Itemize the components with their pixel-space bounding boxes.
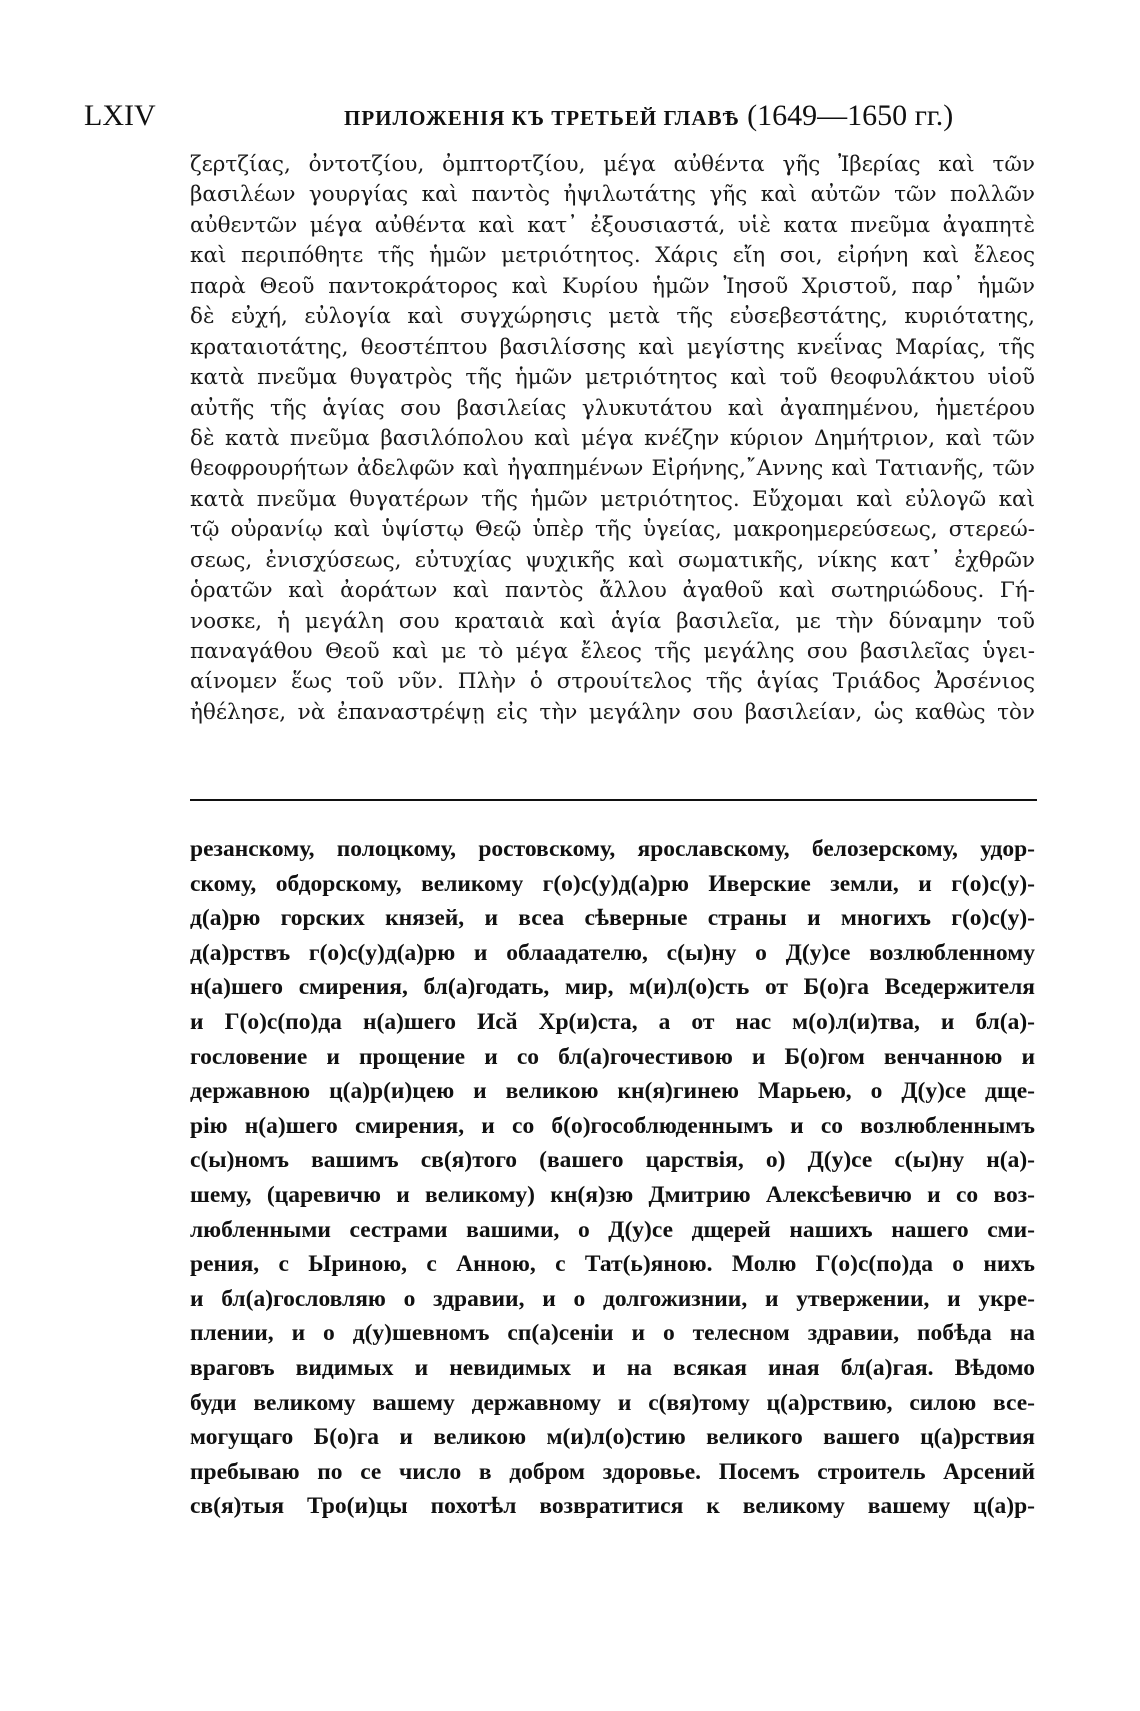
greek-line: αὐθεντῶν μέγα αὐθέντα καὶ κατ᾽ ἐξουσιαστά, υἱὲ κατα πνεῦμα ἀγαπητὲ bbox=[190, 212, 1035, 238]
greek-line: κατὰ πνεῦμα θυγατέρων τῆς ἡμῶν μετριότητος. Εὔχομαι καὶ εὐλογῶ καὶ bbox=[190, 486, 1035, 512]
greek-line: κατὰ πνεῦμα θυγατρὸς τῆς ἡμῶν μετριότητος καὶ τοῦ θεοφυλάκτου υἱοῦ bbox=[190, 365, 1035, 391]
russian-line: с(ы)номъ вашимъ св(я)того (вашего царствія, о) Д(у)се с(ы)ну н(а)- bbox=[190, 1147, 1035, 1174]
greek-line: δὲ κατὰ πνεῦμα βασιλόπολου καὶ μέγα κνέζην κύριον Δημήτριον, καὶ τῶν bbox=[190, 425, 1035, 451]
greek-line: ζερτζίας, ὀντοτζίου, ὀμπτορτζίου, μέγα αὐθέντα γῆς Ἰβερίας καὶ τῶν bbox=[190, 152, 1035, 177]
running-title bbox=[344, 96, 953, 138]
running-title-text: ПРИЛОЖЕНІЯ КЪ ТРЕТЬЕЙ ГЛАВѢ bbox=[344, 106, 740, 130]
russian-line: плении, и о д(у)шевномъ сп(а)сеніи и о телесном здравии, побѣда на bbox=[190, 1320, 1035, 1347]
russian-line: резанскому, полоцкому, ростовскому, ярославскому, белозерскому, удор- bbox=[190, 836, 1035, 862]
greek-line: αίνομεν ἕως τοῦ νῦν. Πλὴν ὁ στρουίτελος τῆς ἁγίας Τριάδος Ἀρσένιος bbox=[190, 669, 1035, 695]
page-number: LXIV bbox=[84, 99, 156, 132]
greek-line: βασιλέων γουργίας καὶ παντὸς ἠψιλωτάτης γῆς καὶ αὐτῶν τῶν πολλῶν bbox=[190, 182, 1035, 208]
russian-line: державною ц(а)р(и)цею и великою кн(я)гинею Марьею, о Д(у)се дще- bbox=[190, 1078, 1035, 1105]
greek-line: ὁρατῶν καὶ ἀοράτων καὶ παντὸς ἄλλου ἀγαθοῦ καὶ σωτηριώδους. Γή- bbox=[190, 578, 1035, 604]
russian-line: могущаго Б(о)га и великою м(и)л(о)стию великого вашего ц(а)рствия bbox=[190, 1424, 1035, 1451]
russian-line: любленными сестрами вашими, о Д(у)се дщерей нашихъ нашего сми- bbox=[190, 1216, 1035, 1243]
russian-line: св(я)тыя Тро(и)цы похотѣл возвратитися к великому вашему ц(а)р- bbox=[190, 1493, 1035, 1520]
russian-line: рения, с Ыриною, с Анною, с Тат(ь)яною. Молю Г(о)с(по)да о нихъ bbox=[190, 1251, 1035, 1278]
greek-line: τῷ οὐρανίῳ καὶ ὑψίστῳ Θεῷ ὑπὲρ τῆς ὑγείας, μακροημερεύσεως, στερεώ- bbox=[190, 517, 1035, 543]
russian-line: пребываю по се число в добром здоровье. Посемъ строитель Арсений bbox=[190, 1458, 1035, 1485]
russian-line: шему, (царевичю и великому) кн(я)зю Дмитрию Алексѣевичю и со воз- bbox=[190, 1181, 1035, 1208]
russian-line: скому, обдорскому, великому г(о)с(у)д(а)рю Иверские земли, и г(о)с(у)- bbox=[190, 870, 1035, 897]
greek-line: αὐτῆς τῆς ἁγίας σου βασιλείας γλυκυτάτου καὶ ἀγαπημένου, ἡμετέρου bbox=[190, 395, 1035, 421]
greek-line: σεως, ἐνισχύσεως, εὐτυχίας ψυχικῆς καὶ σωματικῆς, νίκης κατ᾽ ἐχθρῶν bbox=[190, 547, 1035, 573]
greek-line: θεοφρουρήτων ἀδελφῶν καὶ ἠγαπημένων Εἰρήνης,῎Αννης καὶ Τατιανῆς, τῶν bbox=[190, 456, 1035, 482]
russian-line: буди великому вашему державному и с(вя)тому ц(а)рствию, силою все- bbox=[190, 1389, 1035, 1416]
russian-line: н(а)шего смирения, бл(а)годать, мир, м(и)л(о)сть от Б(о)га Вседержителя bbox=[190, 974, 1035, 1001]
russian-line: д(а)рю горских князей, и всеа сѣверные страны и многихъ г(о)с(у)- bbox=[190, 905, 1035, 932]
russian-text-block bbox=[190, 832, 1035, 1524]
greek-line: ἠθέλησε, νὰ ἐπαναστρέψῃ εἰς τὴν μεγάλην σου βασιλείαν, ὡς καθὼς τὸν bbox=[190, 699, 1035, 725]
russian-line: и Г(о)с(по)да н(а)шего Исӑ Хр(и)ста, а от нас м(о)л(и)тва, и бл(а)- bbox=[190, 1008, 1035, 1035]
russian-line: и бл(а)гословляю о здравии, и о долгожизнии, и утвержении, и укре- bbox=[190, 1285, 1035, 1312]
page-header bbox=[84, 96, 1044, 136]
russian-line: гословение и прощение и со бл(а)гочестивою и Б(о)гом венчанною и bbox=[190, 1043, 1035, 1070]
section-divider bbox=[190, 799, 1037, 801]
russian-line: д(а)рствъ г(о)с(у)д(а)рю и облаадателю, с(ы)ну о Д(у)се возлюбленному bbox=[190, 939, 1035, 966]
running-title-years: (1649—1650 гг.) bbox=[747, 99, 954, 132]
greek-line: παρὰ Θεοῦ παντοκράτορος καὶ Κυρίου ἡμῶν Ἰησοῦ Χριστοῦ, παρ᾽ ἡμῶν bbox=[190, 273, 1035, 299]
greek-line: κραταιοτάτης, θεοστέπτου βασιλίσσης καὶ μεγίστης κνεΐνας Μαρίας, τῆς bbox=[190, 334, 1035, 360]
greek-line: νοσκε, ἡ μεγάλη σου κραταιὰ καὶ ἁγία βασιλεῖα, με τὴν δύναμην τοῦ bbox=[190, 608, 1035, 634]
russian-line: враговъ видимых и невидимых и на всякая иная бл(а)гая. Вѣдомо bbox=[190, 1354, 1035, 1381]
greek-line: παναγάθου Θεοῦ καὶ με τὸ μέγα ἔλεος τῆς μεγάλης σου βασιλεῖας ὑγει- bbox=[190, 639, 1035, 664]
greek-text-block bbox=[190, 150, 1035, 728]
greek-line: καὶ περιπόθητε τῆς ἡμῶν μετριότητος. Χάρις εἴη σοι, εἰρήνη καὶ ἔλεος bbox=[190, 243, 1035, 269]
greek-line: δὲ εὐχή, εὐλογία καὶ συγχώρησις μετὰ τῆς εὐσεβεστάτης, κυριότατης, bbox=[190, 304, 1035, 330]
russian-line: рію н(а)шего смирения, и со б(о)гособлюденнымъ и со возлюбленнымъ bbox=[190, 1112, 1035, 1139]
